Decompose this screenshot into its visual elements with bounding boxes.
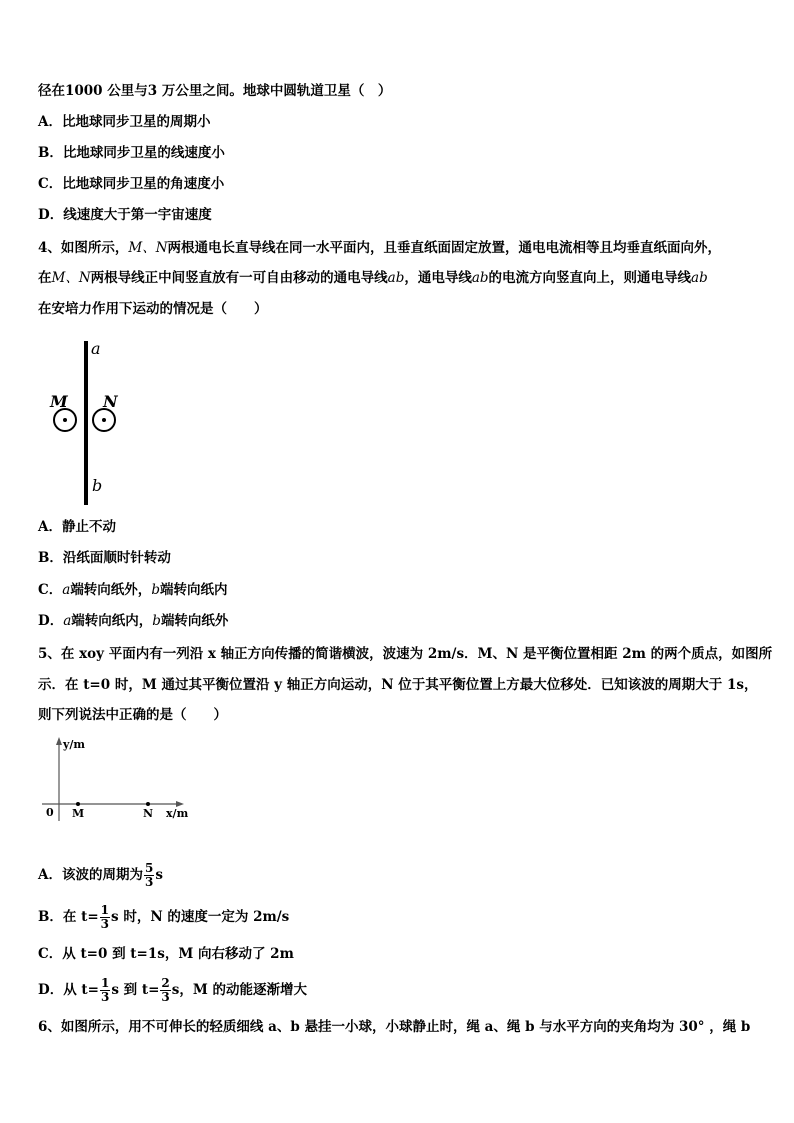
q5-stem-line3: 则下列说法中正确的是（ ） (38, 707, 227, 723)
point-m-label: M (72, 807, 85, 820)
q5-option-b: B．在 t= $\frac{1}{3}$ s 时，N 的速度一定为 2m/s (38, 903, 290, 931)
q4-stem-line2: 在M、N两根导线正中间竖直放有一可自由移动的通电导线ab，通电导线ab的电流方向竖直向上，则通电导线ab (38, 270, 708, 286)
fraction: $\frac{1}{3}$ (100, 903, 110, 931)
q4-stem-line3: 在安培力作用下运动的情况是（ ） (38, 301, 268, 317)
q6-stem-line1: 6、如图所示，用不可伸长的轻质细线 a、b 悬挂一小球，小球静止时，绳 a、绳 b 与水平方向的夹角均为 30° ，绳 b (38, 1019, 751, 1035)
q4-stem-line1: 4、如图所示，M、N两根通电长直导线在同一水平面内，且垂直纸面固定放置，通电电流相等且均垂直纸面向外， (38, 240, 722, 256)
point-n (146, 802, 150, 806)
fraction: $\frac{2}{3}$ (161, 976, 170, 1004)
q3-option-b: B．比地球同步卫星的线速度小 (38, 145, 225, 161)
point-m (76, 802, 80, 806)
x-axis-label: x/m (166, 807, 189, 820)
q5-stem-line1: 5、在 xoy 平面内有一列沿 x 轴正方向传播的简谐横波，波速为 2m/s．M、N 是平衡位置相距 2m 的两个质点，如图所 (38, 646, 773, 662)
q3-option-c: C．比地球同步卫星的角速度小 (38, 176, 225, 192)
point-n-label: N (143, 807, 154, 820)
q3-option-d: D．线速度大于第一宇宙速度 (38, 207, 212, 223)
q4-option-c: C．a端转向纸外，b端转向纸内 (38, 582, 228, 598)
y-axis-label: y/m (63, 738, 86, 751)
fraction: $\frac{5}{3}$ (144, 861, 154, 889)
y-axis-arrow (56, 737, 62, 745)
fraction: $\frac{1}{3}$ (100, 976, 110, 1004)
q4-figure (40, 335, 150, 510)
q3-stem: 径在1000 公里与3 万公里之间。地球中圆轨道卫星（ ） (38, 83, 392, 99)
origin-label: 0 (46, 806, 54, 819)
label-m: M (50, 392, 68, 411)
q3-option-a: A．比地球同步卫星的周期小 (38, 114, 211, 130)
label-b: b (92, 476, 103, 495)
q4-option-b: B．沿纸面顺时针转动 (38, 550, 171, 566)
q5-option-a: A．该波的周期为 $\frac{5}{3}$ s (38, 861, 163, 889)
current-out-dot-m (63, 418, 67, 422)
q4-option-a: A．静止不动 (38, 519, 116, 535)
q4-option-d: D．a端转向纸内，b端转向纸外 (38, 613, 229, 629)
q5-option-c: C．从 t=0 到 t=1s，M 向右移动了 2m (38, 946, 294, 962)
label-a: a (91, 339, 101, 358)
current-out-dot-n (102, 418, 106, 422)
q5-wave-figure (38, 733, 193, 828)
q5-stem-line2: 示．在 t=0 时，M 通过其平衡位置沿 y 轴正方向运动，N 位于其平衡位置上方最大位移处．已知该波的周期大于 1s， (38, 677, 758, 693)
q5-option-d: D．从 t= $\frac{1}{3}$ s 到 t= $\frac{2}{3}$ s，M 的动能逐渐增大 (38, 976, 307, 1004)
label-n: N (103, 392, 118, 411)
